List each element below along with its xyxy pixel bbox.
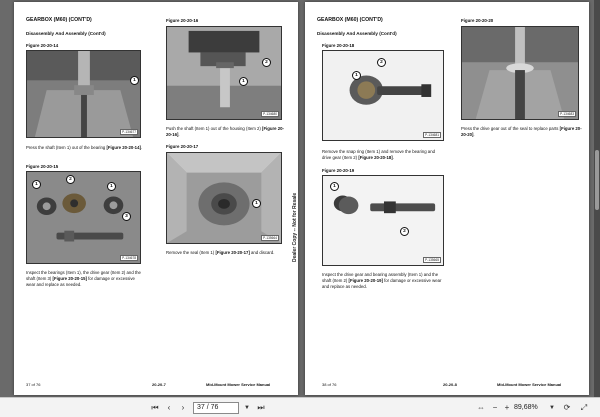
photo-id: P-134678 — [122, 256, 136, 260]
scrollbar-thumb[interactable] — [595, 150, 599, 210]
figure-label: Figure 20-20-15 — [26, 164, 59, 169]
last-page-icon[interactable]: ⏭ — [257, 403, 265, 412]
page-number-input[interactable]: 37 / 76 — [193, 402, 239, 414]
page-header: GEARBOX (M60) (CONT'D) — [317, 17, 383, 23]
page-count: 38 of 76 — [322, 382, 337, 387]
photo-id: P-135665 — [425, 258, 439, 262]
zoom-out-icon[interactable]: − — [492, 403, 498, 412]
zoom-dropdown-icon[interactable]: ▼ — [549, 405, 555, 411]
page-number: 20-20-8 — [443, 382, 457, 387]
photo-id: P-134680 — [263, 112, 277, 116]
figure-label: Figure 20-20-19 — [322, 168, 355, 173]
zoom-in-icon[interactable]: + — [504, 403, 510, 412]
photo-id: P-135664 — [263, 236, 277, 240]
callout-1: 1 — [130, 76, 139, 85]
instruction-text: Press the shaft (Item 1) out of the bearing [Figure 20-20-14]. — [26, 145, 143, 150]
page-count: 37 of 76 — [26, 382, 41, 387]
photo-id: P-134677 — [122, 130, 136, 134]
instruction-text: Inspect the bearings (Item 1), the drive gear (Item 2) and the shaft (Item 3) [Figure 20-20-15] for damage or excessive wear and replace as needed. — [26, 270, 141, 288]
figure-label: Figure 20-20-16 — [166, 18, 199, 23]
section-subheader: Disassembly And Assembly (Cont'd) — [317, 31, 397, 36]
figure-photo-19 — [322, 175, 444, 266]
vertical-scrollbar[interactable] — [594, 0, 600, 397]
manual-title: Mid-Mount Mower Service Manual — [206, 382, 271, 387]
callout-2: 2 — [400, 227, 409, 236]
callout-1: 1 — [239, 77, 248, 86]
callout-2: 2 — [262, 58, 271, 67]
figure-photo-17 — [166, 152, 282, 244]
photo-id: P-134681 — [425, 133, 439, 137]
viewer-toolbar — [0, 397, 600, 417]
instruction-text: Remove the snap ring (Item 1) and remove the bearing and drive gear (Item 2) [Figure 20-20-18]. — [322, 149, 435, 161]
fit-page-icon[interactable]: ⇔ — [477, 403, 485, 412]
page-number: 20-20-7 — [152, 382, 166, 387]
section-subheader: Disassembly And Assembly (Cont'd) — [26, 31, 106, 36]
manual-title: Mid-Mount Mower Service Manual — [497, 382, 562, 387]
callout-2: 2 — [66, 175, 75, 184]
page-37 — [14, 2, 298, 395]
zoom-level[interactable]: 89,68% — [514, 404, 538, 411]
instruction-text: Press the drive gear out of the seal to replace parts [Figure 20-20-20]. — [461, 126, 582, 138]
callout-3: 3 — [122, 212, 131, 221]
prev-page-icon[interactable]: ‹ — [167, 403, 171, 412]
figure-label: Figure 20-20-17 — [166, 144, 199, 149]
page-header: GEARBOX (M60) (CONT'D) — [26, 17, 92, 23]
watermark: Dealer Copy -- Not for Resale — [292, 192, 298, 262]
callout-1: 1 — [32, 180, 41, 189]
callout-1: 1 — [252, 199, 261, 208]
figure-label: Figure 20-20-20 — [461, 18, 494, 23]
figure-label: Figure 20-20-14 — [26, 43, 59, 48]
page-38 — [305, 2, 589, 395]
first-page-icon[interactable]: ⏮ — [151, 403, 159, 412]
callout-1: 1 — [107, 182, 116, 191]
callout-2: 2 — [377, 58, 386, 67]
figure-label: Figure 20-20-18 — [322, 43, 355, 48]
instruction-text: Remove the seal (Item 1) [Figure 20-20-17] and discard. — [166, 250, 275, 255]
photo-id: P-134683 — [560, 112, 574, 116]
instruction-text: Inspect the drive gear and bearing assembly (Item 1) and the shaft (Item 2) [Figure 20-20-19] for damage or excessive wear and replace as needed. — [322, 272, 442, 290]
fullscreen-icon[interactable]: ⤢ — [580, 403, 588, 412]
figure-photo-14 — [26, 50, 141, 138]
figure-photo-16 — [166, 26, 282, 120]
rotate-icon[interactable]: ⟳ — [563, 403, 571, 412]
figure-photo-20 — [461, 26, 579, 120]
callout-1: 1 — [330, 182, 339, 191]
page-dropdown-icon[interactable]: ▼ — [244, 405, 250, 411]
callout-1: 1 — [352, 71, 361, 80]
next-page-icon[interactable]: › — [181, 403, 185, 412]
instruction-text: Push the shaft (Item 1) out of the housing (Item 2) [Figure 20-20-16]. — [166, 126, 284, 138]
